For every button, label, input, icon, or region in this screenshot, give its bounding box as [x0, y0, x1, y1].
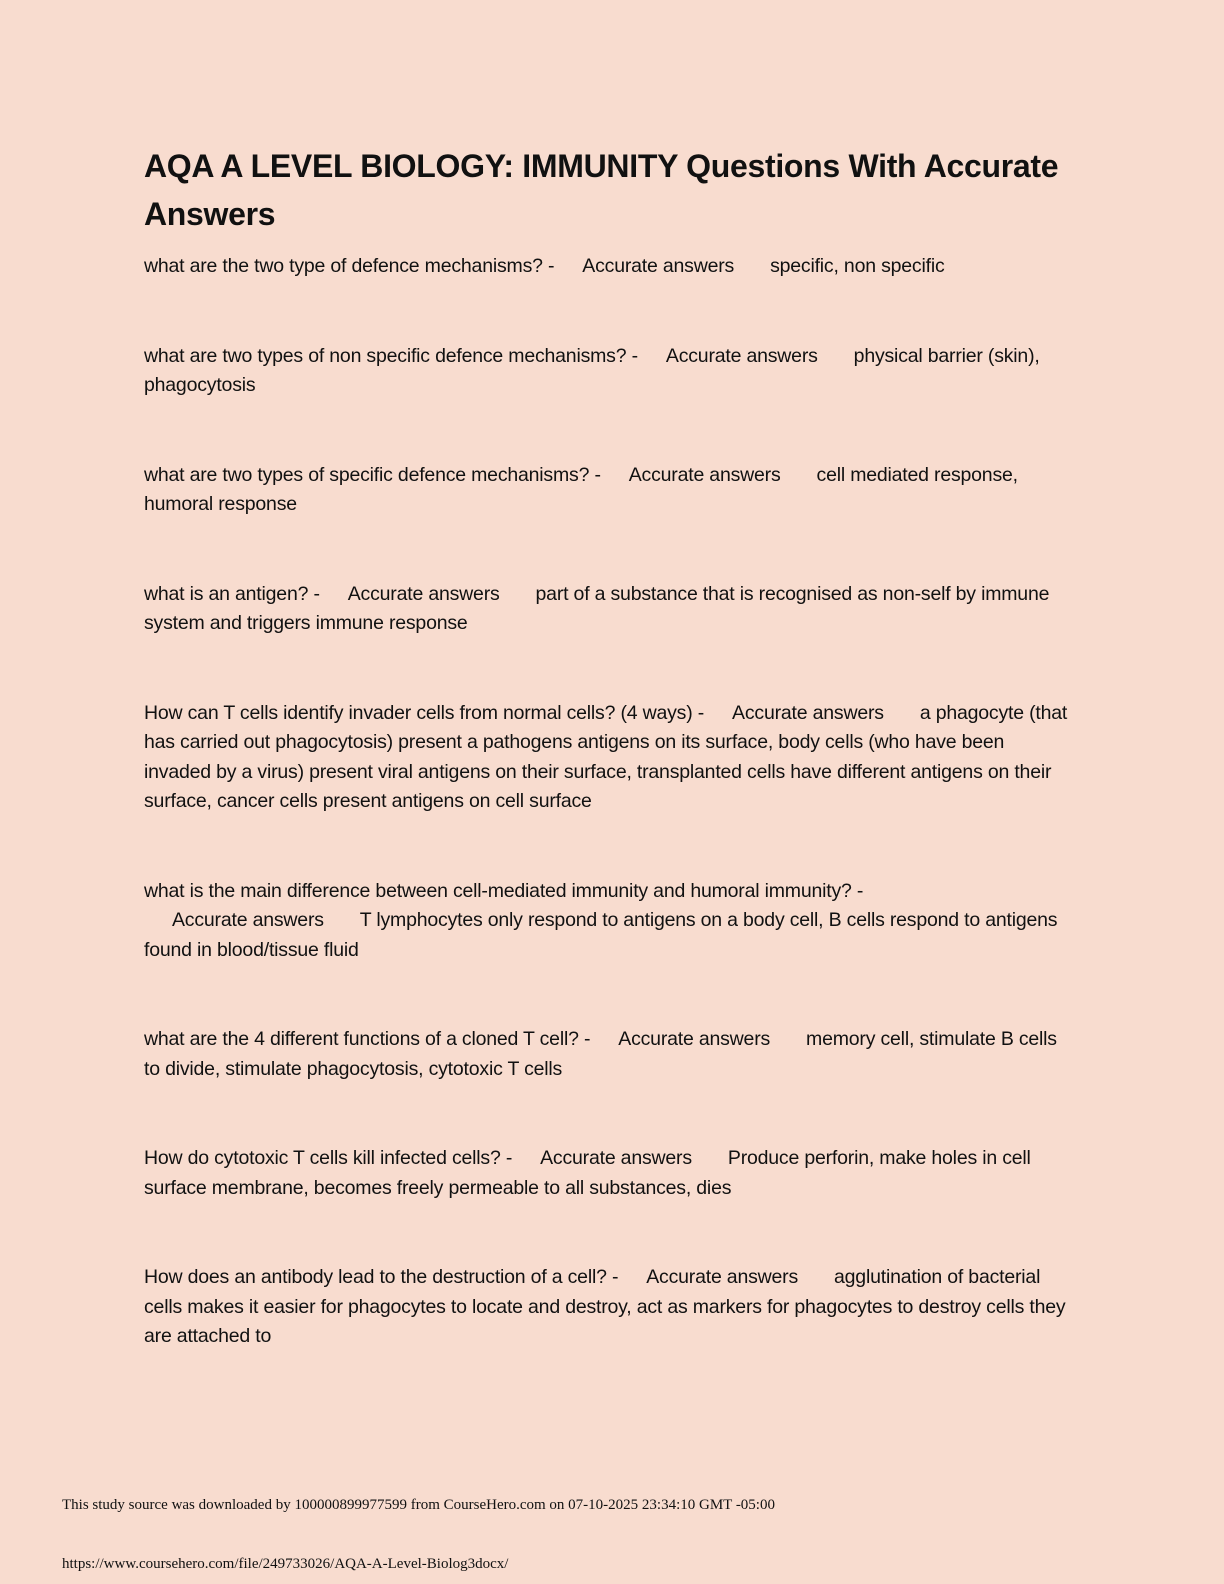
source-url: https://www.coursehero.com/file/249733026/AQA-A-Level-Biolog3docx/	[62, 1556, 509, 1572]
answer-label: Accurate answers	[540, 1147, 692, 1169]
question-text: what is an antigen? -	[144, 582, 320, 605]
download-notice: This study source was downloaded by 100000899977599 from CourseHero.com on 07-10-2025 23:34:10 GMT -05:00	[62, 1497, 775, 1513]
question-text: How do cytotoxic T cells kill infected cells? -	[144, 1147, 513, 1169]
qa-item	[144, 342, 1074, 401]
question-text: what are two types of specific defence mechanisms? -	[144, 463, 601, 486]
qa-item	[144, 580, 1074, 639]
qa-item	[144, 252, 1074, 282]
page-title: AQA A LEVEL BIOLOGY: IMMUNITY Questions With Accurate Answers	[144, 148, 1059, 232]
answer-label: Accurate answers	[732, 701, 884, 724]
answer-text: physical barrier (skin), phagocytosis	[144, 344, 1040, 396]
question-text: what are the 4 different functions of a cloned T cell? -	[144, 1028, 591, 1050]
qa-list	[144, 252, 1074, 1412]
qa-item	[144, 1263, 1074, 1352]
answer-text: specific, non specific	[770, 255, 945, 277]
answer-label: Accurate answers	[665, 344, 818, 367]
qa-item	[144, 877, 1074, 966]
qa-item	[144, 699, 1074, 817]
qa-item	[144, 1144, 1074, 1203]
answer-label: Accurate answers	[582, 255, 735, 277]
answer-text: T lymphocytes only respond to antigens on a body cell, B cells respond to antigens found in blood/tissue fluid	[144, 909, 1058, 961]
question-text: How can T cells identify invader cells from normal cells? (4 ways) -	[144, 701, 705, 724]
answer-label: Accurate answers	[646, 1266, 799, 1288]
answer-label: Accurate answers	[172, 909, 324, 931]
qa-item	[144, 461, 1074, 520]
question-text: what is the main difference between cell-mediated immunity and humoral immunity? -	[144, 879, 864, 902]
answer-text: a phagocyte (that has carried out phagocytosis) present a pathogens antigens on its surface, body cells (who have been invaded by a virus) present viral antigens on their surface, transplanted cells have different antigens on their surface, cancer cells present antigens on cell surface	[144, 701, 1068, 812]
qa-item	[144, 1025, 1074, 1084]
answer-text: part of a substance that is recognised as non-self by immune system and triggers immune response	[144, 582, 1050, 634]
question-text: what are the two type of defence mechanisms? -	[144, 255, 555, 277]
answer-label: Accurate answers	[628, 463, 781, 486]
answer-label: Accurate answers	[618, 1028, 771, 1050]
answer-text: agglutination of bacterial cells makes it easier for phagocytes to locate and destroy, act as markers for phagocytes to destroy cells they are attached to	[144, 1266, 1066, 1347]
answer-text: Produce perforin, make holes in cell surface membrane, becomes freely permeable to all substances, dies	[144, 1147, 1031, 1199]
answer-label: Accurate answers	[347, 582, 500, 605]
question-text: what are two types of non specific defence mechanisms? -	[144, 344, 638, 367]
answer-text: cell mediated response, humoral response	[144, 463, 1018, 515]
answer-text: memory cell, stimulate B cells to divide, stimulate phagocytosis, cytotoxic T cells	[144, 1028, 1057, 1080]
question-text: How does an antibody lead to the destruction of a cell? -	[144, 1266, 619, 1288]
